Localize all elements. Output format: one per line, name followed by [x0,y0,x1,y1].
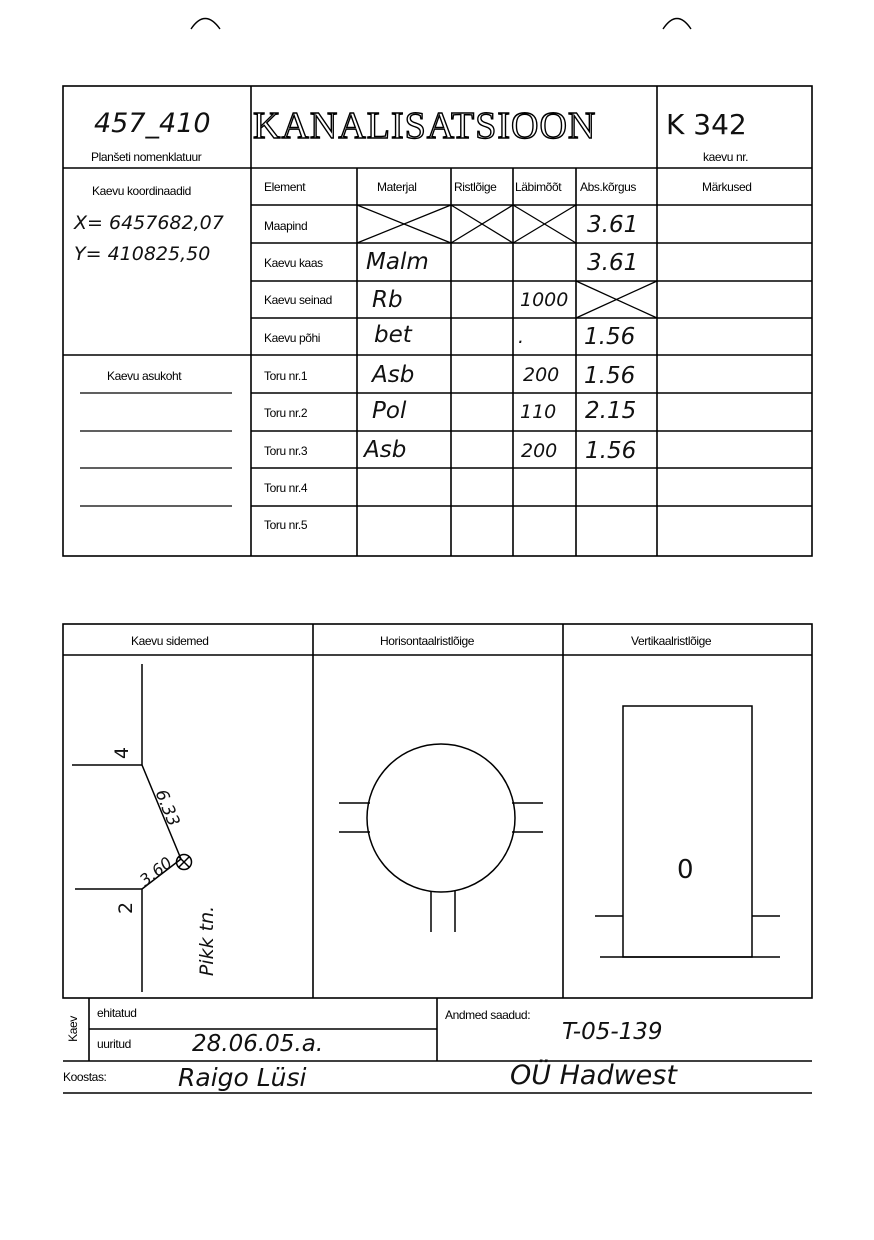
punch-hole-left [191,19,220,30]
vertical-section-mark: 0 [677,855,694,885]
row-label: Toru nr.5 [264,518,308,532]
row-label: Toru nr.1 [264,369,308,383]
cell-material: Malm [366,249,429,275]
sketch-label-4: 4 [111,746,134,760]
data-source-label: Andmed saadud: [445,1008,531,1022]
cell-height: 1.56 [585,438,637,464]
row-label: Toru nr.4 [264,481,308,495]
coordinate-y: Y= 410825,50 [74,243,211,265]
cell-material: Pol [372,398,407,424]
cell-height: 3.61 [587,212,639,238]
sketch-label-360: 3.60 [135,853,176,890]
col-header-element: Element [264,180,306,194]
street-label: Pikk tn. [196,905,219,977]
row-label: Toru nr.2 [264,406,308,420]
cell-material: bet [374,322,412,348]
coordinate-x: X= 6457682,07 [74,212,224,234]
col-header-notes: Märkused [702,180,752,194]
cell-material: Asb [372,362,415,388]
plansheet-label: Planšeti nomenklatuur [91,150,202,164]
well-number-label: kaevu nr. [703,150,749,164]
cell-height: 2.15 [585,398,637,424]
row-label: Kaevu kaas [264,256,323,270]
author-label: Koostas: [63,1070,107,1084]
cell-diameter: . [518,326,525,348]
cell-diameter: 200 [521,440,558,462]
data-source-value: T-05-139 [562,1019,663,1045]
cell-material: Asb [364,437,407,463]
surveyed-value: 28.06.05.a. [192,1031,324,1057]
author-value: Raigo Lüsi [178,1063,307,1092]
cell-height: 3.61 [587,250,639,276]
row-label: Maapind [264,219,308,233]
surveyed-label: uuritud [97,1037,131,1051]
sketch-label-633: 6.33 [150,786,184,830]
col-header-cross-section: Ristlõige [454,180,497,194]
cell-diameter: 110 [520,401,557,423]
cell-height: 1.56 [584,324,636,350]
col-header-material: Materjal [377,180,417,194]
sketch-label-2: 2 [115,901,138,915]
coordinates-label: Kaevu koordinaadid [92,184,191,198]
built-label: ehitatud [97,1006,137,1020]
company-value: OÜ Hadwest [510,1060,677,1091]
row-label: Kaevu seinad [264,293,332,307]
cell-height: 1.56 [584,363,636,389]
location-label: Kaevu asukoht [107,369,182,383]
bottom-form-grid [63,624,812,1093]
section-vertical-header: Vertikaalristlõige [631,634,712,648]
ties-sketch [72,664,192,992]
well-number-value: K 342 [666,108,747,141]
section-ties-header: Kaevu sidemed [131,634,209,648]
location-lines [80,393,232,506]
plansheet-value: 457_410 [94,108,211,139]
col-header-abs-height: Abs.kõrgus [580,180,637,194]
row-label: Kaevu põhi [264,331,321,345]
section-horizontal-header: Horisontaalristlõige [380,634,475,648]
punch-hole-right [663,19,691,30]
kaev-label: Kaev [65,1016,80,1042]
row-label: Toru nr.3 [264,444,308,458]
form-title: KANALISATSIOON [253,105,597,147]
cell-diameter: 1000 [520,289,569,311]
cell-material: Rb [372,287,403,313]
cell-diameter: 200 [523,364,560,386]
col-header-diameter: Läbimõõt [515,180,562,194]
horizontal-section [339,744,543,932]
vertical-section [595,706,780,957]
